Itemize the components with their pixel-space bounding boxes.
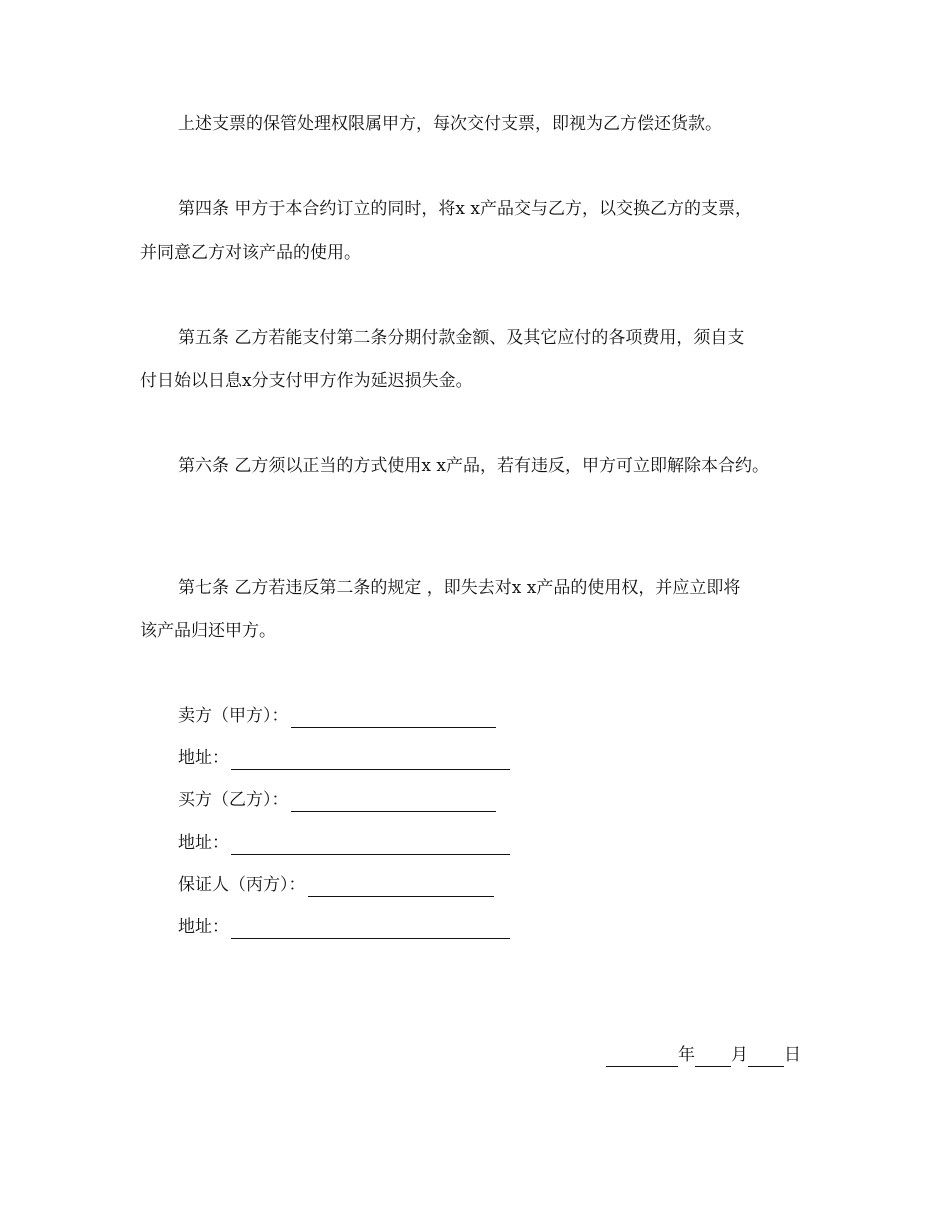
- guarantor-address-row: [178, 915, 510, 939]
- clause-5-line-2: 付日始以日息x分支付甲方作为延迟损失金。: [140, 371, 473, 391]
- guarantor-address-blank[interactable]: [231, 920, 510, 939]
- seller-address-label: 地址：: [178, 748, 229, 768]
- clause-6: 第六条 乙方须以正当的方式使用x x产品，若有违反，甲方可立即解除本合约。: [178, 456, 769, 476]
- guarantor-blank[interactable]: [308, 878, 494, 897]
- buyer-signature-row: [178, 788, 496, 812]
- seller-blank[interactable]: [291, 709, 496, 728]
- year-blank[interactable]: [606, 1048, 678, 1067]
- month-blank[interactable]: [695, 1048, 731, 1067]
- buyer-address-label: 地址：: [178, 833, 229, 853]
- seller-signature-row: [178, 704, 496, 728]
- clause-4-line-2: 并同意乙方对该产品的使用。: [140, 243, 361, 263]
- clause-cheque-custody: 上述支票的保管处理权限属甲方，每次交付支票，即视为乙方偿还货款。: [178, 114, 722, 134]
- buyer-blank[interactable]: [291, 793, 496, 812]
- clause-7-line-1: 第七条 乙方若违反第二条的规定 ，即失去对x x产品的使用权，并应立即将: [178, 578, 741, 598]
- clause-7-line-2: 该产品归还甲方。: [140, 621, 276, 641]
- seller-label: 卖方（甲方）：: [178, 706, 289, 726]
- guarantor-signature-row: [178, 873, 494, 897]
- clause-5-line-1: 第五条 乙方若能支付第二条分期付款金额、及其它应付的各项费用，须自支: [178, 328, 745, 348]
- month-label: 月: [731, 1045, 748, 1065]
- buyer-address-row: [178, 831, 510, 855]
- buyer-label: 买方（乙方）：: [178, 790, 289, 810]
- guarantor-address-label: 地址：: [178, 917, 229, 937]
- year-label: 年: [678, 1045, 695, 1065]
- clause-4-line-1: 第四条 甲方于本合约订立的同时，将x x产品交与乙方，以交换乙方的支票，: [178, 199, 752, 219]
- buyer-address-blank[interactable]: [231, 836, 510, 855]
- seller-address-row: [178, 746, 510, 770]
- date-line: [606, 1043, 801, 1067]
- day-blank[interactable]: [748, 1048, 784, 1067]
- seller-address-blank[interactable]: [231, 751, 510, 770]
- guarantor-label: 保证人（丙方）：: [178, 875, 306, 895]
- day-label: 日: [784, 1045, 801, 1065]
